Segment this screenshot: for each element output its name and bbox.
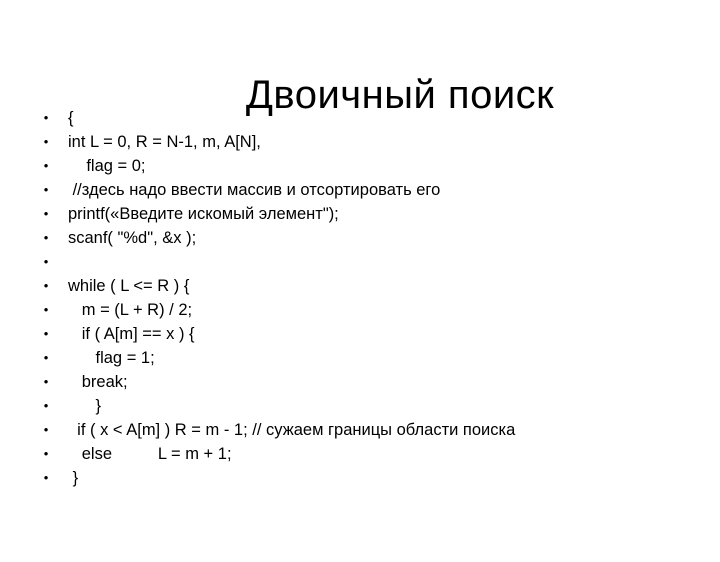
code-text: if ( x < A[m] ) R = m - 1; // сужаем границы области поиска	[68, 421, 516, 439]
code-text: else L = m + 1;	[68, 445, 232, 463]
code-text: //здесь надо ввести массив и отсортировать его	[68, 181, 441, 199]
code-text: while ( L <= R ) {	[68, 277, 190, 295]
bullet-icon: •	[43, 182, 49, 197]
bullet-icon: •	[43, 278, 49, 293]
bullet-icon: •	[43, 374, 49, 389]
code-text: int L = 0, R = N-1, m, A[N],	[68, 133, 261, 151]
code-text: }	[68, 469, 79, 487]
code-text: m = (L + R) / 2;	[68, 301, 193, 319]
bullet-icon: •	[43, 134, 49, 149]
code-line	[40, 298, 700, 322]
code-line	[40, 466, 700, 490]
bullet-icon: •	[43, 302, 49, 317]
bullet-icon: •	[43, 422, 49, 437]
bullet-icon: •	[43, 110, 49, 125]
bullet-icon: •	[43, 446, 49, 461]
code-line	[40, 250, 700, 274]
code-line	[40, 274, 700, 298]
code-line	[40, 202, 700, 226]
code-line	[40, 418, 700, 442]
code-bullet-list	[40, 106, 700, 490]
code-text: }	[68, 397, 102, 415]
code-line	[40, 178, 700, 202]
slide-title-text: Двоичный поиск	[245, 72, 555, 117]
bullet-icon: •	[43, 470, 49, 485]
code-text: printf(«Введите искомый элемент");	[68, 205, 339, 223]
code-text: break;	[68, 373, 128, 391]
code-text: if ( A[m] == x ) {	[68, 325, 195, 343]
code-line	[40, 130, 700, 154]
code-line	[40, 106, 700, 130]
bullet-icon: •	[43, 350, 49, 365]
code-line	[40, 442, 700, 466]
code-line	[40, 322, 700, 346]
bullet-icon: •	[43, 158, 49, 173]
code-line	[40, 154, 700, 178]
code-line	[40, 346, 700, 370]
bullet-icon: •	[43, 230, 49, 245]
bullet-icon: •	[43, 254, 49, 269]
code-text: {	[68, 109, 74, 127]
bullet-icon: •	[43, 398, 49, 413]
code-line	[40, 226, 700, 250]
code-line	[40, 394, 700, 418]
bullet-icon: •	[43, 206, 49, 221]
code-text: flag = 1;	[68, 349, 155, 367]
code-text: flag = 0;	[68, 157, 146, 175]
code-line	[40, 370, 700, 394]
bullet-icon: •	[43, 326, 49, 341]
code-text: scanf( "%d", &x );	[68, 229, 197, 247]
